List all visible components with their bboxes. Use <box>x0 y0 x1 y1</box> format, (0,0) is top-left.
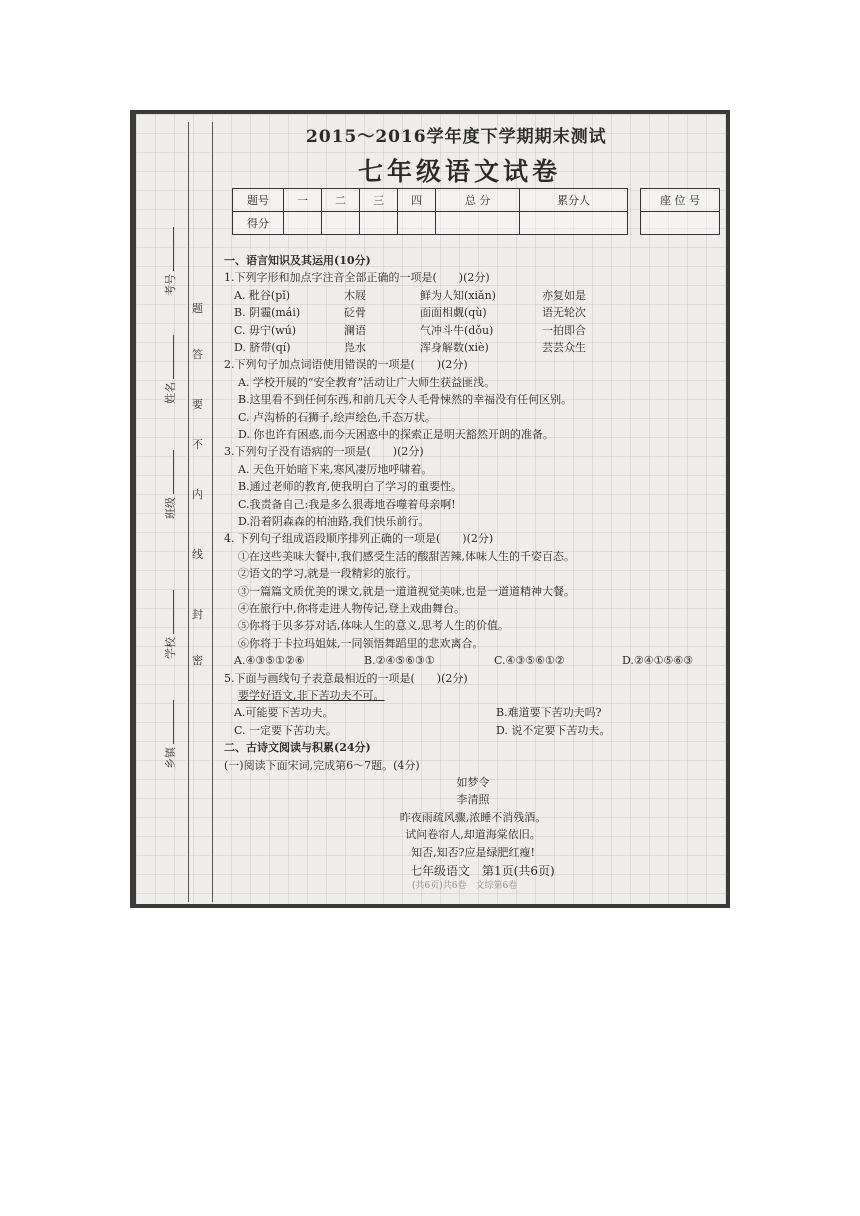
score-cell[interactable] <box>322 212 360 235</box>
score-label: 得分 <box>233 212 284 235</box>
seal-char: 密 <box>192 654 203 667</box>
field-exam-number: 考号 <box>162 224 178 296</box>
exam-title: 2015～2016学年度下学期期末测试 <box>306 127 607 147</box>
question-stem: 2.下列句子加点词语使用错误的一项是( )(2分) <box>224 358 468 372</box>
seal-char: 要 <box>192 398 203 411</box>
seat-cell[interactable] <box>641 212 720 235</box>
seal-char: 不 <box>192 438 203 451</box>
seal-char: 答 <box>192 348 203 361</box>
score-table <box>232 188 628 235</box>
sentence: ④在旅行中,你将走进人物传记,登上戏曲舞台。 <box>238 602 465 616</box>
sentence: ③一篇篇文质优美的课文,就是一道道视觉美味,也是一道道精神大餐。 <box>238 584 575 598</box>
seal-line-inner <box>212 122 213 902</box>
question-stem: 1.下列字形和加点字注音全部正确的一项是( )(2分) <box>224 271 490 285</box>
seat-table <box>640 188 720 235</box>
sentence: ①在这些美味大餐中,我们感受生活的酸甜苦辣,体味人生的千姿百态。 <box>238 549 575 563</box>
field-class: 班级 <box>162 447 178 519</box>
paper-title: 七年级语文试卷 <box>358 157 562 186</box>
table-header: 三 <box>360 189 398 212</box>
choice-row: A.可能要下苦功夫。 B.难道要下苦功夫吗? <box>234 706 602 720</box>
poem-line: 昨夜雨疏风骤,浓睡不消残酒。 <box>399 810 547 824</box>
seal-char: 线 <box>192 548 203 561</box>
score-cell[interactable] <box>360 212 398 235</box>
option: B.这里看不到任何东西,和前几天令人毛骨悚然的幸福没有任何区别。 <box>238 393 573 407</box>
poem-line: 试问卷帘人,却道海棠依旧。 <box>405 828 541 842</box>
question-stem: 4. 下列句子组成语段顺序排列正确的一项是( )(2分) <box>224 532 494 546</box>
table-header: 四 <box>398 189 436 212</box>
score-table-header-row <box>233 189 628 212</box>
table-header: 二 <box>322 189 360 212</box>
poem-line: 知否,知否?应是绿肥红瘦! <box>411 845 535 859</box>
exam-content <box>224 252 722 861</box>
question-stem: 3.下列句子没有语病的一项是( )(2分) <box>224 445 424 459</box>
score-cell[interactable] <box>436 212 520 235</box>
sentence: ⑥你将于卡拉玛姐妹,一同领悟舞蹈里的悲欢离合。 <box>238 636 484 650</box>
poem-title: 如梦令 <box>456 776 490 790</box>
score-table-score-row <box>233 212 628 235</box>
seal-line <box>188 122 189 902</box>
choice-row: A.④③⑤①②⑥ B.②④⑤⑥③① C.④③⑤⑥①② D.②④①⑤⑥③ <box>234 654 694 668</box>
seat-label: 座 位 号 <box>641 189 720 212</box>
scanned-photo <box>130 110 730 908</box>
option-row: B. 阴霾(mái) 砭骨 面面相觑(qù) 语无轮次 <box>234 306 586 320</box>
seal-char: 内 <box>192 488 203 501</box>
section-heading: 一、语言知识及其运用(10分) <box>224 254 371 267</box>
score-cell[interactable] <box>284 212 322 235</box>
field-name: 姓名 <box>162 332 178 404</box>
option-row: D. 脐带(qí) 凫水 浑身解数(xiè) 芸芸众生 <box>234 340 586 354</box>
table-header: 总 分 <box>436 189 520 212</box>
option: C. 卢沟桥的石狮子,绘声绘色,千态万状。 <box>238 410 437 424</box>
seal-char: 封 <box>192 608 203 621</box>
exam-paper <box>136 114 726 904</box>
sub-question: (一)阅读下面宋词,完成第6～7题。(4分) <box>224 758 420 772</box>
sentence: ⑤你将于贝多芬对话,体味人生的意义,思考人生的价值。 <box>238 619 509 633</box>
section-heading: 二、古诗文阅读与积累(24分) <box>224 741 371 755</box>
footer-note: (共6页)共6卷 文综第6卷 <box>412 881 518 891</box>
option: D. 你也许有困惑,而今天困惑中的探索正是明天豁然开朗的准备。 <box>238 428 554 441</box>
table-header: 题号 <box>233 189 284 212</box>
field-township: 乡镇 <box>162 697 178 769</box>
poem-author: 李清照 <box>456 793 490 807</box>
sentence: ②语文的学习,就是一段精彩的旅行。 <box>238 567 418 581</box>
option: B.通过老师的教育,使我明白了学习的重要性。 <box>238 480 463 494</box>
table-header: 一 <box>284 189 322 212</box>
option-row: C. 毋宁(wú) 澜语 气冲斗牛(dǒu) 一拍即合 <box>234 323 586 337</box>
page-footer: 七年级语文 第1页(共6页) <box>410 864 555 878</box>
score-cell[interactable] <box>398 212 436 235</box>
option: C.我责备自己:我是多么狠毒地吞噬着母亲啊! <box>238 497 456 511</box>
option: A. 学校开展的“安全教育”活动让广大师生获益匪浅。 <box>238 375 496 389</box>
option-row: A. 秕谷(pǐ) 木屐 鲜为人知(xiǎn) 亦复如是 <box>234 288 586 302</box>
option: A. 天色开始暗下来,寒风凄厉地呼啸着。 <box>238 462 433 476</box>
field-school: 学校 <box>162 587 178 659</box>
underlined-sentence: 要学好语文,非下苦功夫不可。 <box>238 689 385 703</box>
option: D.沿着阴森森的柏油路,我们快乐前行。 <box>238 515 430 529</box>
table-header: 累分人 <box>520 189 628 212</box>
seal-char: 题 <box>192 302 203 315</box>
score-cell[interactable] <box>520 212 628 235</box>
question-stem: 5.下面与画线句子表意最相近的一项是( )(2分) <box>224 671 468 685</box>
choice-row: C. 一定要下苦功夫。 D. 说不定要下苦功夫。 <box>234 723 611 737</box>
